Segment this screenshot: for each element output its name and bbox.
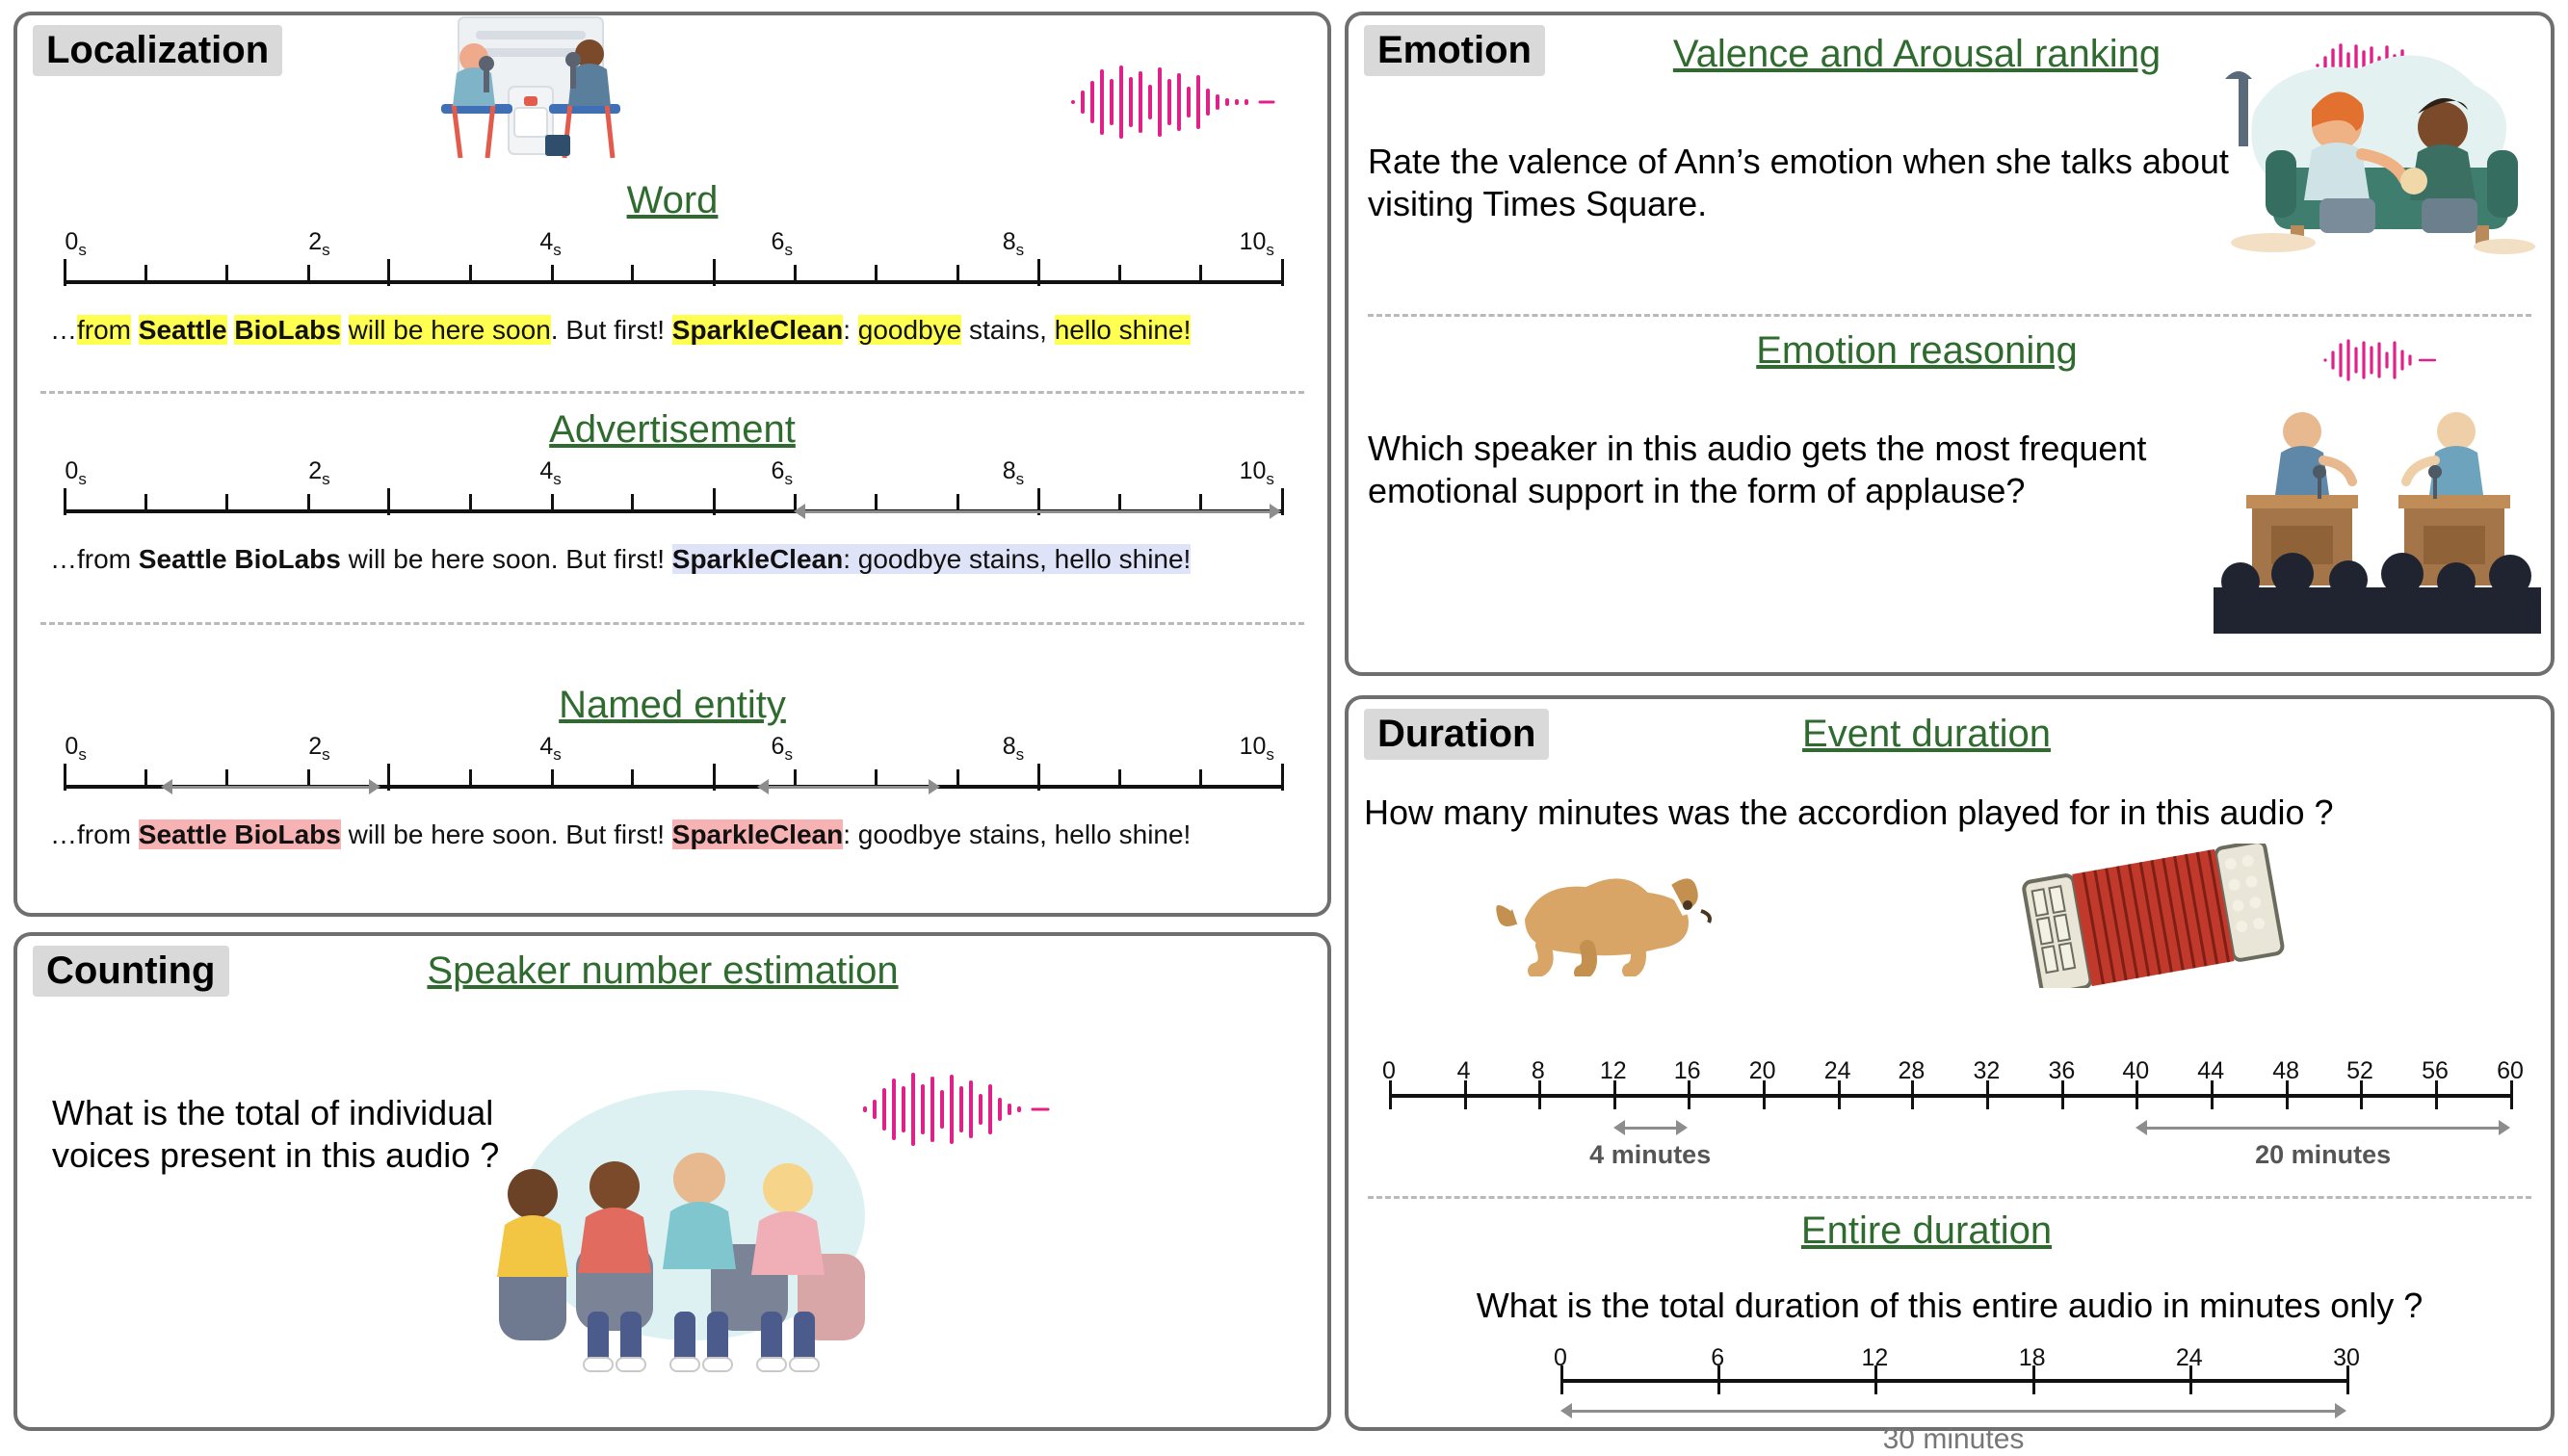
podcast-recording-illustration: [401, 15, 661, 169]
axis-unit: s: [553, 745, 562, 764]
tick-label: 44: [2197, 1057, 2225, 1084]
panel-counting: [13, 932, 1331, 1431]
tick-label: 2: [308, 228, 323, 255]
section-title-valence-arousal: Valence and Arousal ranking: [1672, 33, 2162, 75]
tick-label: 10: [1239, 228, 1267, 255]
localization-block-advertisement: [17, 408, 1327, 575]
question-valence-arousal: Rate the valence of Ann’s emotion when she talks about visiting Times Square.: [1368, 142, 2229, 223]
section-title-word: Word: [626, 179, 719, 221]
tick-label: 56: [2422, 1057, 2449, 1084]
divider: [40, 391, 1304, 394]
measure-label-30-minutes: 30 minutes: [1882, 1423, 2025, 1455]
tick-label: 48: [2272, 1057, 2300, 1084]
axis-unit: s: [1266, 470, 1274, 488]
timeline-named-entity: [64, 727, 1281, 819]
tick-label: 24: [1823, 1057, 1851, 1084]
section-title-advertisement: Advertisement: [549, 408, 796, 451]
axis-unit: s: [784, 470, 793, 488]
timeline-advertisement: [64, 452, 1281, 544]
question-entire-duration: What is the total duration of this entire audio in minutes only ?: [1476, 1286, 2424, 1325]
question-emotion-reasoning: Which speaker in this audio gets the most frequent emotional support in the form of applause?: [1368, 429, 2147, 510]
tick-label: 36: [2048, 1057, 2076, 1084]
measure-20-minutes: [2136, 1117, 2510, 1138]
panel-localization: [13, 12, 1331, 917]
span-marker-entity-1: [161, 777, 380, 796]
section-title-named-entity: Named entity: [559, 684, 786, 726]
timeline-word: [64, 222, 1281, 315]
tick-label: 8: [1002, 733, 1016, 760]
panel-title-localization: Localization: [33, 25, 282, 76]
divider: [1368, 1196, 2531, 1199]
group-discussion-illustration: [470, 1071, 894, 1389]
tick-label: 2: [308, 457, 323, 484]
tick-label: 6: [771, 733, 785, 760]
tick-label: 12: [1599, 1057, 1627, 1084]
measure-label-4-minutes: 4 minutes: [1589, 1140, 1712, 1169]
section-title-entire-duration: Entire duration: [1800, 1209, 2053, 1252]
axis-line: [1560, 1379, 2346, 1383]
tick-label: 30: [2333, 1344, 2360, 1371]
tick-label: 10: [1239, 733, 1267, 760]
axis-unit: s: [322, 745, 330, 764]
axis-unit: s: [784, 241, 793, 259]
timeline-event-duration: [1368, 1036, 2531, 1190]
axis-unit: s: [1266, 241, 1274, 259]
tick-label: 0: [65, 457, 79, 484]
section-title-speaker-number-estimation: Speaker number estimation: [427, 949, 899, 992]
measure-label-20-minutes: 20 minutes: [2255, 1140, 2392, 1169]
tick-label: 4: [539, 228, 554, 255]
axis-unit: s: [784, 745, 793, 764]
measure-30-minutes: [1560, 1400, 2346, 1421]
tick-label: 18: [2018, 1344, 2046, 1371]
tick-label: 20: [1748, 1057, 1776, 1084]
axis-unit: s: [322, 470, 330, 488]
accordion-illustration: [2013, 844, 2293, 988]
panel-title-duration: Duration: [1364, 709, 1549, 760]
transcript-word: …from Seattle BioLabs will be here soon. But first! SparkleClean: goodbye stains, hello shine!: [50, 315, 1192, 345]
tick-label: 16: [1673, 1057, 1701, 1084]
measure-4-minutes: [1613, 1117, 1689, 1138]
panel-title-emotion: Emotion: [1364, 25, 1545, 76]
tick-label: 52: [2346, 1057, 2373, 1084]
axis-unit: s: [553, 241, 562, 259]
tick-label: 6: [1711, 1344, 1725, 1371]
transcript-advertisement: …from Seattle BioLabs will be here soon. But first! SparkleClean: goodbye stains, hello shine!: [50, 544, 1192, 574]
localization-block-word: [17, 179, 1327, 346]
audio-waveform-icon: [1067, 64, 1279, 141]
question-speaker-number-estimation: What is the total of individual voices present in this audio ?: [52, 1093, 500, 1175]
axis-unit: s: [78, 241, 87, 259]
panel-emotion: [1345, 12, 2555, 676]
tick-label: 2: [308, 733, 323, 760]
two-people-on-sofa-illustration: [2215, 54, 2543, 271]
axis-unit: s: [322, 241, 330, 259]
localization-block-named-entity: [17, 684, 1327, 850]
tick-label: 0: [65, 228, 79, 255]
tick-label: 4: [539, 733, 554, 760]
tick-label: 0: [1382, 1057, 1396, 1084]
axis-unit: s: [1266, 745, 1274, 764]
tick-label: 12: [1861, 1344, 1889, 1371]
axis-unit: s: [553, 470, 562, 488]
tick-label: 8: [1002, 457, 1016, 484]
axis-unit: s: [78, 470, 87, 488]
tick-label: 4: [539, 457, 554, 484]
tick-label: 32: [1973, 1057, 2001, 1084]
tick-label: 60: [2497, 1057, 2524, 1084]
tick-label: 40: [2122, 1057, 2150, 1084]
span-marker-advertisement: [794, 502, 1281, 521]
panel-title-counting: Counting: [33, 946, 229, 997]
panel-duration: [1345, 695, 2555, 1455]
axis-line: [1389, 1094, 2510, 1098]
tick-label: 4: [1456, 1057, 1471, 1084]
tick-label: 10: [1239, 457, 1267, 484]
dog-illustration: [1483, 851, 1734, 976]
span-marker-entity-2: [757, 777, 940, 796]
section-title-event-duration: Event duration: [1802, 713, 2051, 755]
transcript-named-entity: …from Seattle BioLabs will be here soon. But first! SparkleClean: goodbye stains, hello shine!: [50, 819, 1192, 849]
tick-label: 28: [1898, 1057, 1926, 1084]
tick-label: 6: [771, 228, 785, 255]
tick-label: 8: [1531, 1057, 1545, 1084]
tick-label: 8: [1002, 228, 1016, 255]
question-event-duration: How many minutes was the accordion played for in this audio ?: [1364, 793, 2334, 832]
axis-unit: s: [1015, 470, 1025, 488]
tick-label: 24: [2175, 1344, 2203, 1371]
axis-unit: s: [1015, 745, 1025, 764]
timeline-entire-duration: [1554, 1335, 2360, 1455]
section-title-emotion-reasoning: Emotion reasoning: [1756, 329, 2078, 372]
audio-waveform-icon: [2319, 339, 2445, 381]
divider: [1368, 314, 2531, 317]
debate-applause-illustration: [2214, 381, 2541, 634]
axis-unit: s: [78, 745, 87, 764]
divider: [40, 622, 1304, 625]
tick-label: 0: [65, 733, 79, 760]
axis-unit: s: [1015, 241, 1025, 259]
axis-line: [64, 280, 1281, 284]
tick-label: 0: [1554, 1344, 1567, 1371]
tick-label: 6: [771, 457, 785, 484]
